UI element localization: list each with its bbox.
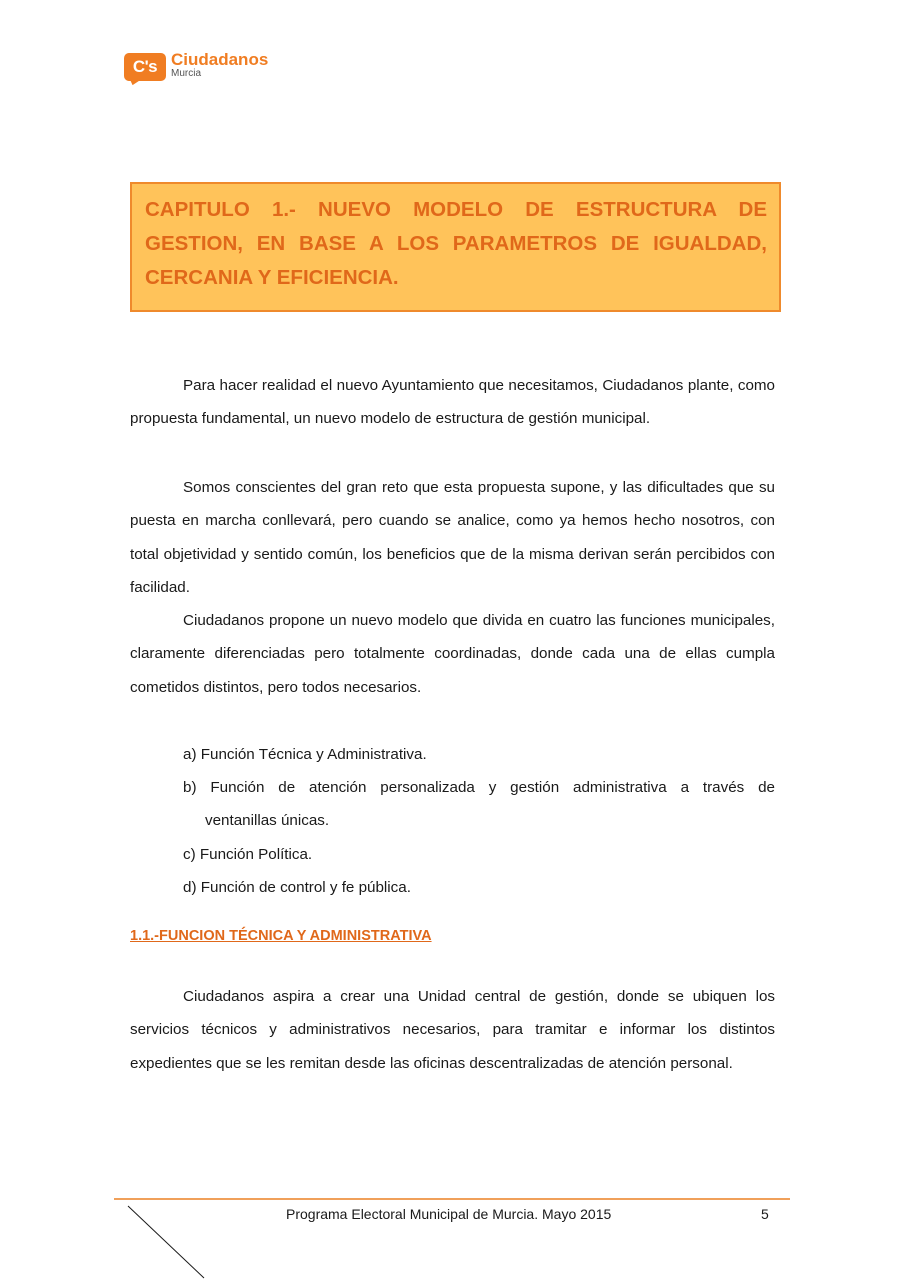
list-item-b-continuation: ventanillas únicas. [205, 812, 330, 829]
list-item-d: d) Función de control y fe pública. [183, 879, 411, 896]
section-heading: 1.1.-FUNCION TÉCNICA Y ADMINISTRATIVA [130, 928, 432, 944]
paragraph-challenge: Somos conscientes del gran reto que esta propuesta supone, y las dificultades que su puesta en marcha conllevará, pero cuando se analice, como ya hemos hecho nosotros, con total objetividad y sentido común, los beneficios que de la misma derivan serán percibidos con facilidad. [130, 479, 775, 597]
logo-badge: C's [124, 53, 166, 81]
list-item-a: a) Función Técnica y Administrativa. [183, 746, 427, 763]
paragraph-intro: Para hacer realidad el nuevo Ayuntamiento que necesitamos, Ciudadanos plante, como propuesta fundamental, un nuevo modelo de estructura de gestión municipal. [130, 377, 775, 428]
list-item-b: b) Función de atención personalizada y gestión administrativa a través de [183, 779, 775, 796]
footer-corner-line [126, 1204, 208, 1280]
paragraph-central-unit: Ciudadanos aspira a crear una Unidad central de gestión, donde se ubiquen los servicios técnicos y administrativos necesarios, para tramitar e informar los distintos expedientes que se les remitan desde las oficinas descentralizadas de atención personal. [130, 988, 775, 1072]
chapter-title-box [130, 182, 781, 312]
page-number: 5 [761, 1206, 769, 1222]
footer-text: Programa Electoral Municipal de Murcia. Mayo 2015 [286, 1206, 612, 1222]
ciudadanos-logo [124, 50, 274, 86]
chapter-title: CAPITULO 1.- NUEVO MODELO DE ESTRUCTURA DE GESTION, EN BASE A LOS PARAMETROS DE IGUALDAD, CERCANIA Y EFICIENCIA. [145, 198, 767, 289]
logo-city: Murcia [171, 68, 202, 79]
footer-rule [114, 1198, 790, 1200]
logo-name: Ciudadanos [171, 50, 269, 69]
paragraph-model: Ciudadanos propone un nuevo modelo que divida en cuatro las funciones municipales, claramente diferenciadas pero totalmente coordinadas, donde cada una de ellas cumpla cometidos distintos, pero todos necesarios. [130, 612, 775, 696]
list-item-c: c) Función Política. [183, 846, 313, 863]
